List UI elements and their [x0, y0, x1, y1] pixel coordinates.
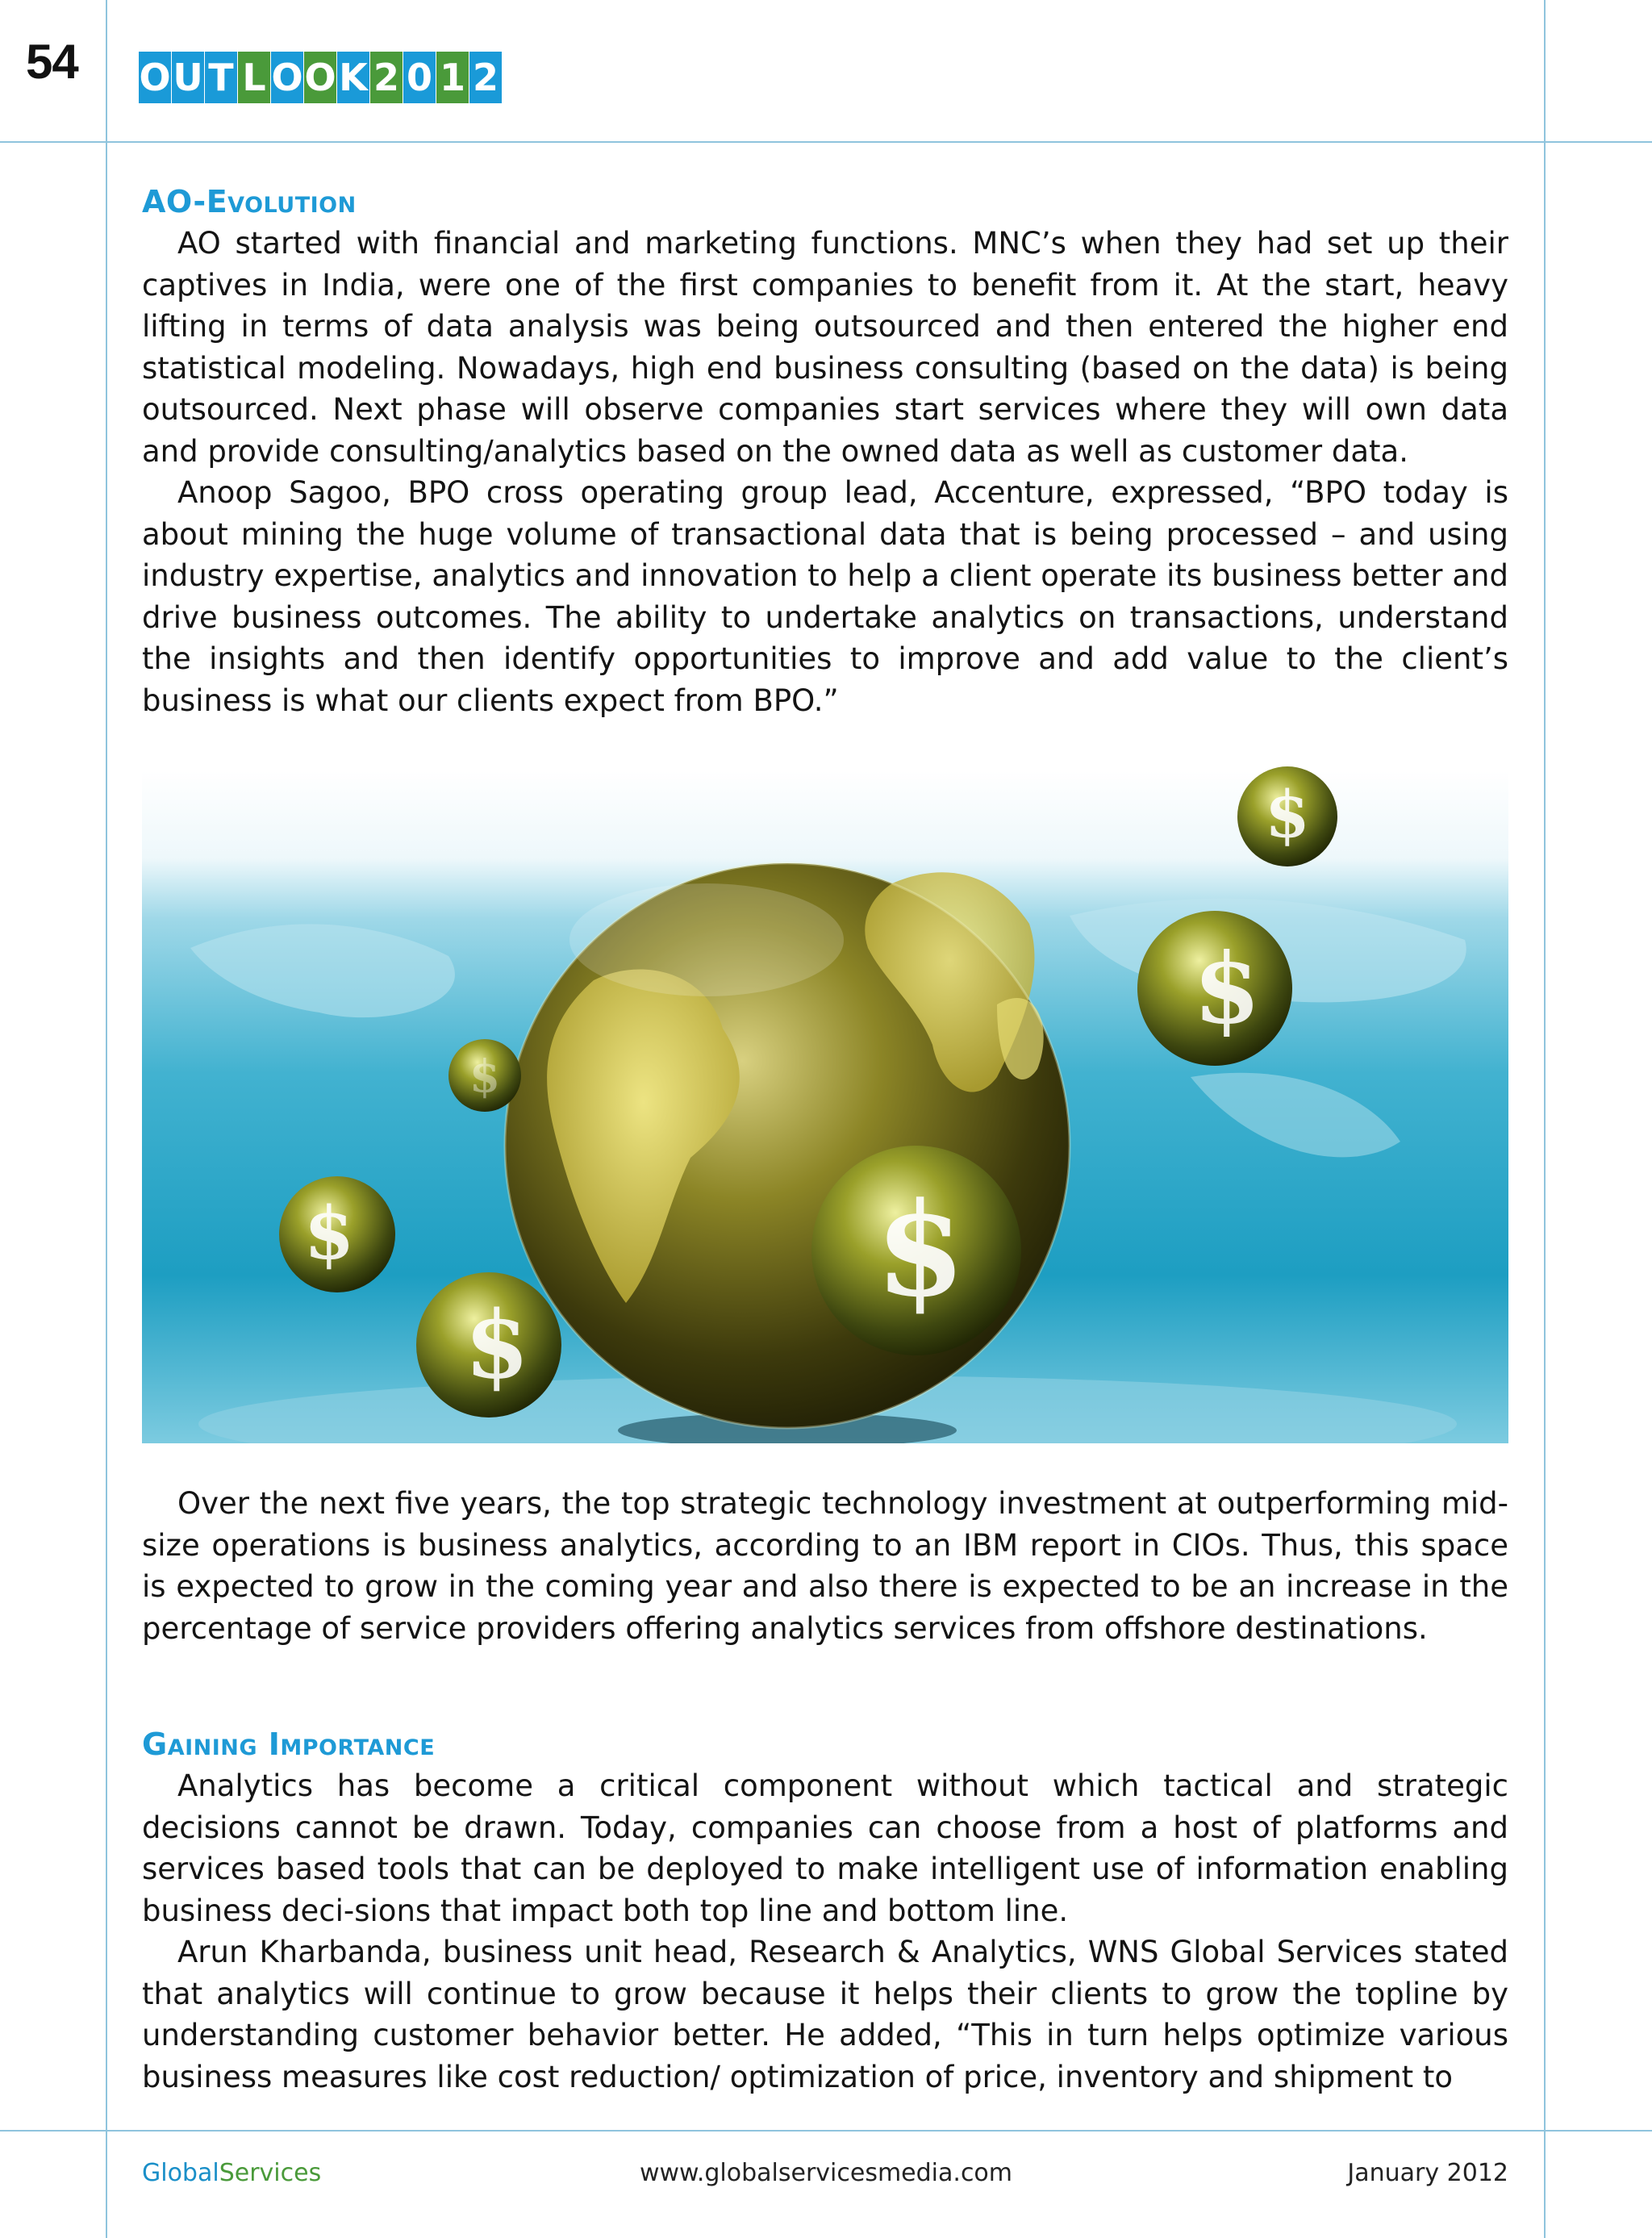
section-ao-evolution — [142, 181, 1508, 721]
masthead-letter: O — [304, 52, 336, 103]
dollar-sphere-far-left — [448, 1039, 521, 1112]
illustration-graphic — [142, 738, 1508, 1443]
body-paragraph: Over the next five years, the top strategic technology investment at outperforming mid-size operations is business analytics, according to an IBM report in CIOs. Thus, this space is expected to grow in the coming year and also there is expected to be an increase in the percentage of service providers offering analytics services from offshore destinations. — [142, 1486, 1508, 1646]
section-gaining-importance — [142, 1723, 1508, 2098]
dollar-symbol: $ — [303, 1191, 355, 1276]
masthead-letter: O — [271, 52, 303, 103]
masthead-letter: K — [337, 52, 369, 103]
dollar-symbol: $ — [464, 1291, 530, 1400]
body-paragraph: Analytics has become a critical component without which tactical and strategic decisions cannot be drawn. Today, companies can choose from a host of platforms and services based tools that can be deployed to make intelligent use of information enabling business deci-sions that impact both top line and bottom line. — [142, 1768, 1508, 1928]
dollar-symbol: $ — [1265, 776, 1310, 852]
page-footer — [0, 2159, 1652, 2199]
section-heading: AO-Evolution — [142, 184, 357, 219]
masthead-letter: 1 — [436, 52, 469, 103]
footer-url: www.globalservicesmedia.com — [639, 2159, 1013, 2187]
footer-rule — [0, 2130, 1652, 2132]
body-paragraph: AO started with financial and marketing functions. MNC’s when they had set up their captives in India, were one of the first companies to benefit from it. At the start, heavy lifting in terms of data analysis was being outsourced and then entered the higher end statistical modeling. Nowadays, high end business consulting (based on the data) is being outsourced. Next phase will observe companies start services where they will own data and provide consulting/analytics based on the owned data as well as customer data. — [142, 226, 1508, 469]
masthead-letter: U — [172, 52, 204, 103]
footer-date: January 2012 — [1347, 2159, 1508, 2187]
body-paragraph: Arun Kharbanda, business unit head, Research & Analytics, WNS Global Services stated that analytics will continue to grow because it helps their clients to grow the topline by understanding customer behavior better. He added, “This in turn helps optimize various business measures like cost reduction/ optimization of price, inventory and shipment to — [142, 1935, 1508, 2094]
dollar-sphere-top-right — [1237, 766, 1337, 866]
footer-brand-services: Services — [219, 2159, 322, 2187]
dollar-sphere-center — [811, 1146, 1021, 1355]
masthead-outlook-2012 — [139, 52, 503, 103]
footer-brand-global: Global — [142, 2159, 219, 2187]
header-rule — [0, 141, 1652, 143]
dollar-symbol: $ — [875, 1174, 966, 1326]
masthead-letter: L — [238, 52, 270, 103]
section-investment — [142, 1483, 1508, 1649]
right-margin-rule — [1544, 0, 1546, 2238]
dollar-symbol: $ — [469, 1050, 501, 1102]
left-margin-rule — [106, 0, 107, 2238]
masthead-letter: T — [205, 52, 237, 103]
masthead-letter: 0 — [403, 52, 436, 103]
dollar-sphere-left-small — [279, 1176, 395, 1292]
dollar-symbol: $ — [1193, 932, 1261, 1046]
globe-dollar-illustration — [142, 738, 1508, 1443]
dollar-sphere-left-bottom — [416, 1272, 561, 1418]
masthead-letter: 2 — [370, 52, 403, 103]
dollar-sphere-right — [1137, 911, 1292, 1066]
section-heading: Gaining Importance — [142, 1727, 436, 1762]
body-paragraph: Anoop Sagoo, BPO cross operating group lead, Accenture, expressed, “BPO today is about mining the huge volume of transactional data that is being processed – and using industry expertise, analytics and innovation to help a client operate its business better and drive business outcomes. The ability to undertake analytics on transactions, understand the insights and then identify opportunities to improve and add value to the client’s business is what our clients expect from BPO.” — [142, 475, 1508, 718]
masthead-letter: 2 — [469, 52, 502, 103]
masthead-letter: O — [139, 52, 171, 103]
page-number: 54 — [26, 35, 78, 89]
